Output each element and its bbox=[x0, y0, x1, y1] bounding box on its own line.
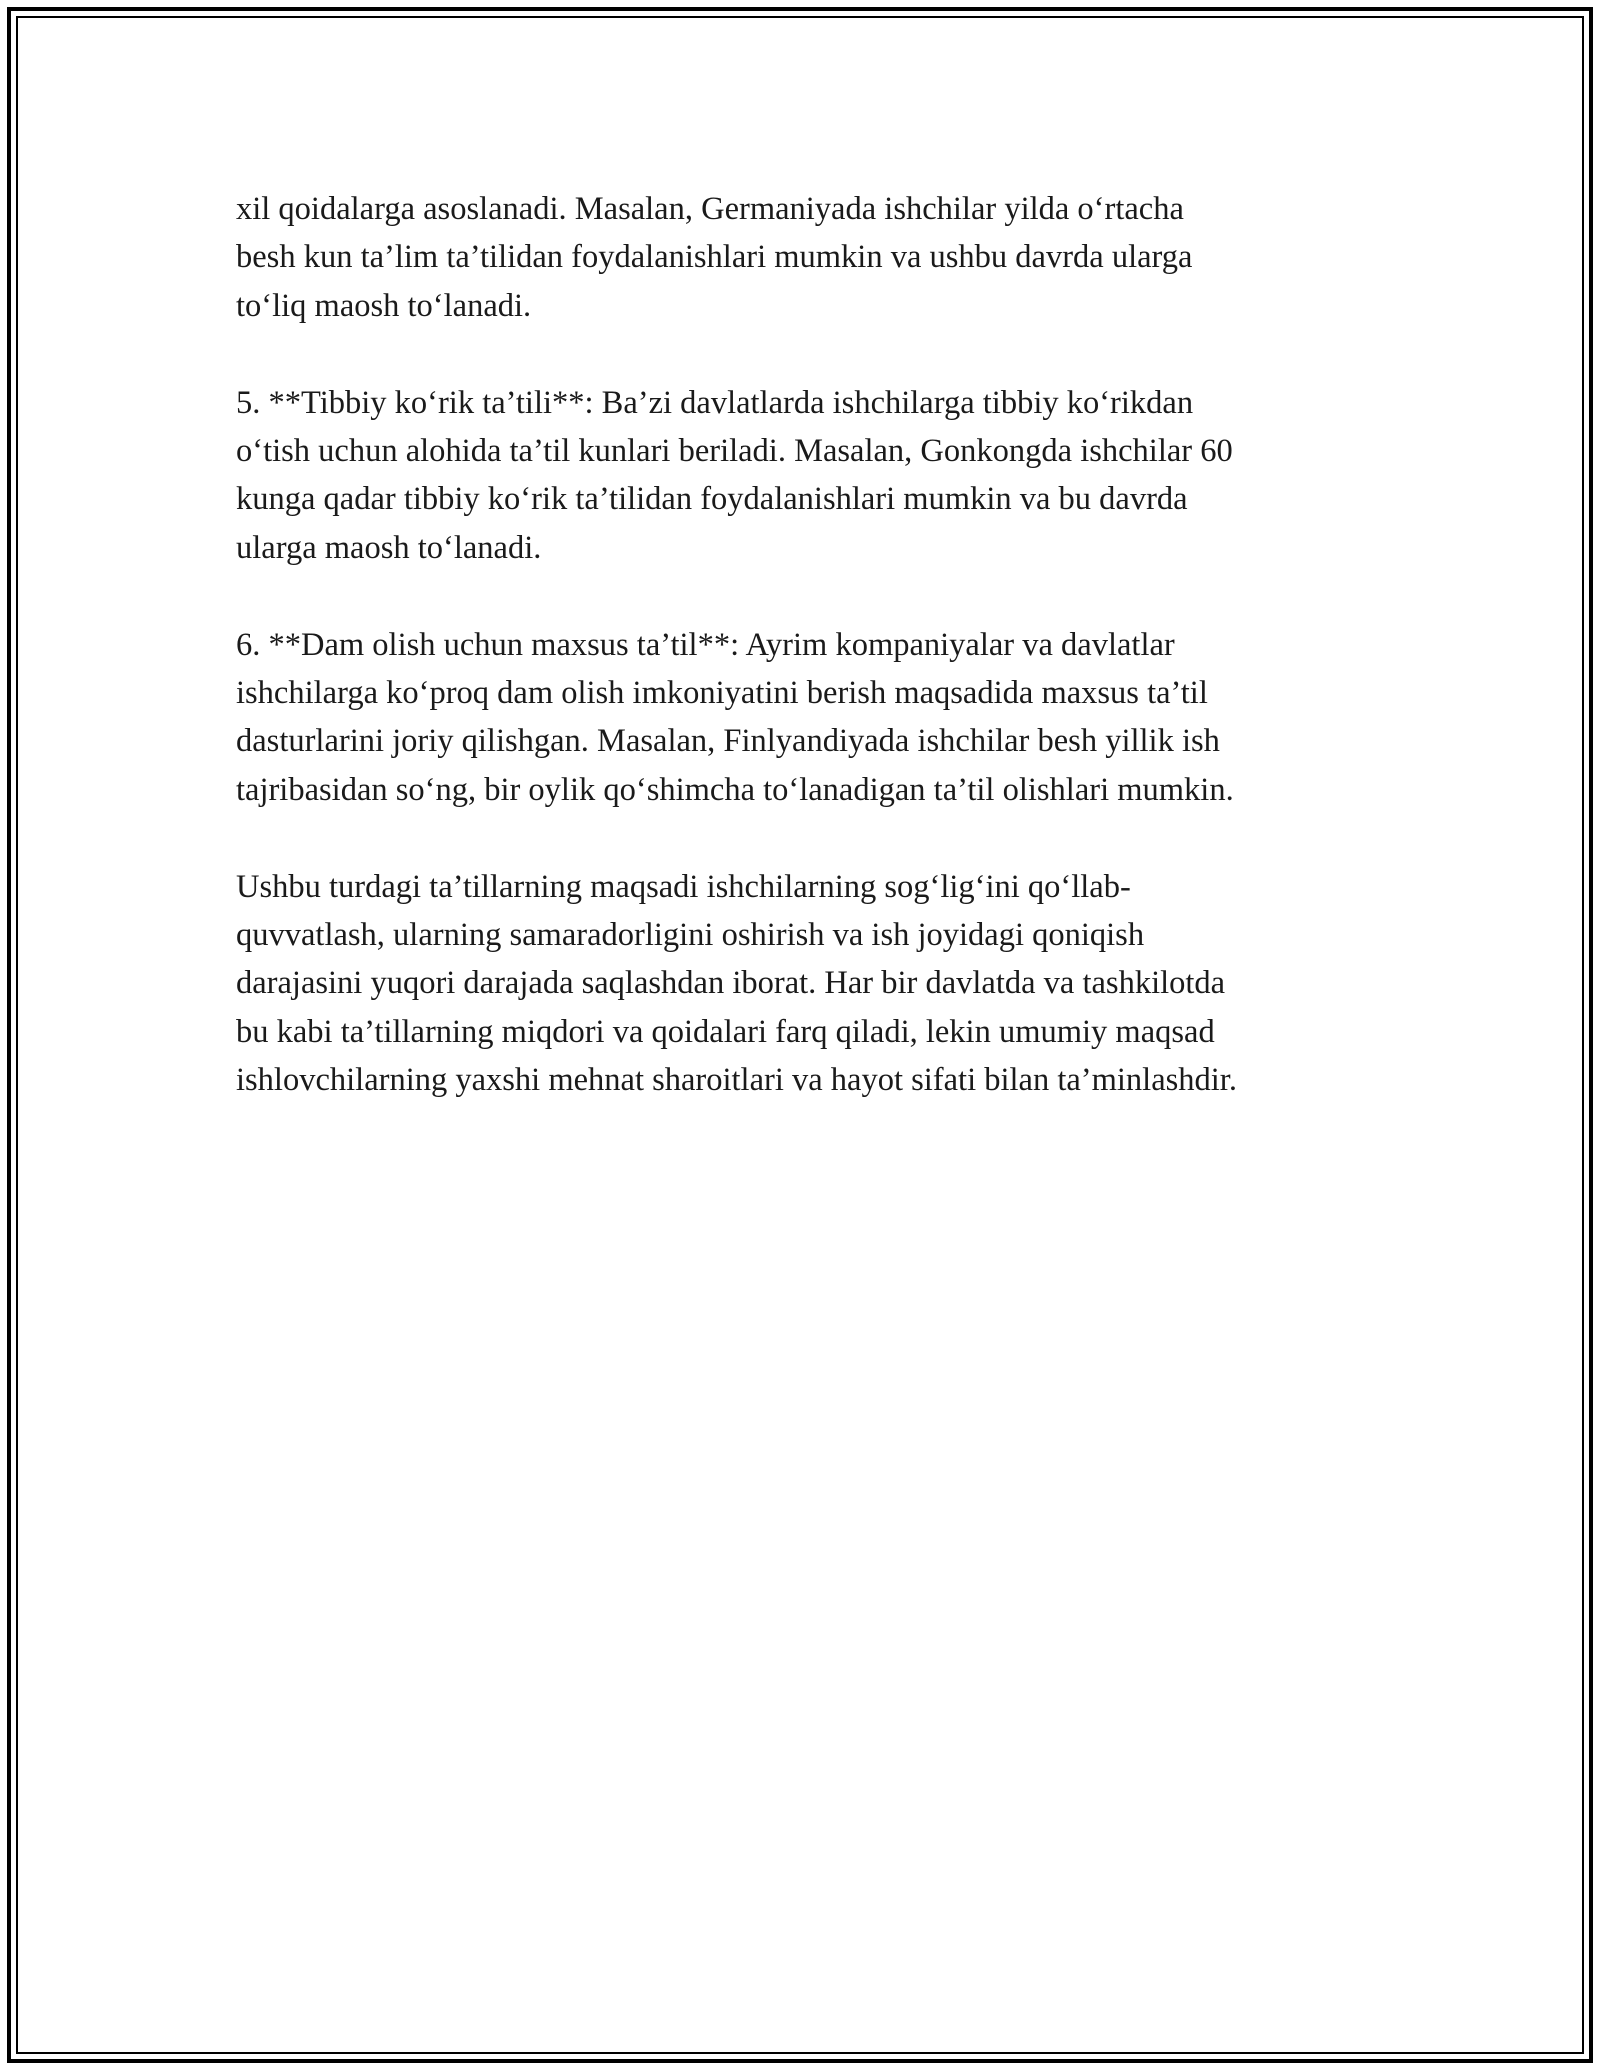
paragraph-medical-leave bbox=[236, 379, 1426, 573]
text-line: ularga maosh to‘lanadi. bbox=[236, 529, 542, 566]
text-line: to‘liq maosh to‘lanadi. bbox=[236, 287, 532, 324]
text-line: o‘tish uchun alohida ta’til kunlari beriladi. Masalan, Gonkongda ishchilar 60 bbox=[236, 433, 1233, 470]
text-line: bu kabi ta’tillarning miqdori va qoidalari farq qiladi, lekin umumiy maqsad bbox=[236, 1013, 1215, 1050]
text-line: ishchilarga ko‘proq dam olish imkoniyatini berish maqsadida maxsus ta’til bbox=[236, 675, 1208, 712]
paragraph-education-leave-end bbox=[236, 185, 1426, 330]
text-line: 5. **Tibbiy ko‘rik ta’tili**: Ba’zi davlatlarda ishchilarga tibbiy ko‘rikdan bbox=[236, 384, 1194, 421]
text-line: kunga qadar tibbiy ko‘rik ta’tilidan foydalanishlari mumkin va bu davrda bbox=[236, 481, 1188, 518]
text-line: besh kun ta’lim ta’tilidan foydalanishlari mumkin va ushbu davrda ularga bbox=[236, 239, 1193, 276]
text-line: xil qoidalarga asoslanadi. Masalan, Germaniyada ishchilar yilda o‘rtacha bbox=[236, 191, 1184, 227]
text-line: 6. **Dam olish uchun maxsus ta’til**: Ayrim kompaniyalar va davlatlar bbox=[236, 626, 1175, 663]
document-body bbox=[236, 185, 1426, 1153]
text-line: quvvatlash, ularning samaradorligini oshirish va ish joyidagi qoniqish bbox=[236, 917, 1145, 954]
paragraph-special-rest-leave bbox=[236, 621, 1426, 815]
text-line: dasturlarini joriy qilishgan. Masalan, Finlyandiyada ishchilar besh yillik ish bbox=[236, 723, 1220, 760]
paragraph-conclusion bbox=[236, 863, 1426, 1105]
text-line: Ushbu turdagi ta’tillarning maqsadi ishchilarning sog‘lig‘ini qo‘llab- bbox=[236, 868, 1131, 905]
text-line: ishlovchilarning yaxshi mehnat sharoitlari va hayot sifati bilan ta’minlashdir. bbox=[236, 1062, 1237, 1099]
text-line: darajasini yuqori darajada saqlashdan iborat. Har bir davlatda va tashkilotda bbox=[236, 965, 1226, 1002]
text-line: tajribasidan so‘ng, bir oylik qo‘shimcha to‘lanadigan ta’til olishlari mumkin. bbox=[236, 771, 1234, 808]
